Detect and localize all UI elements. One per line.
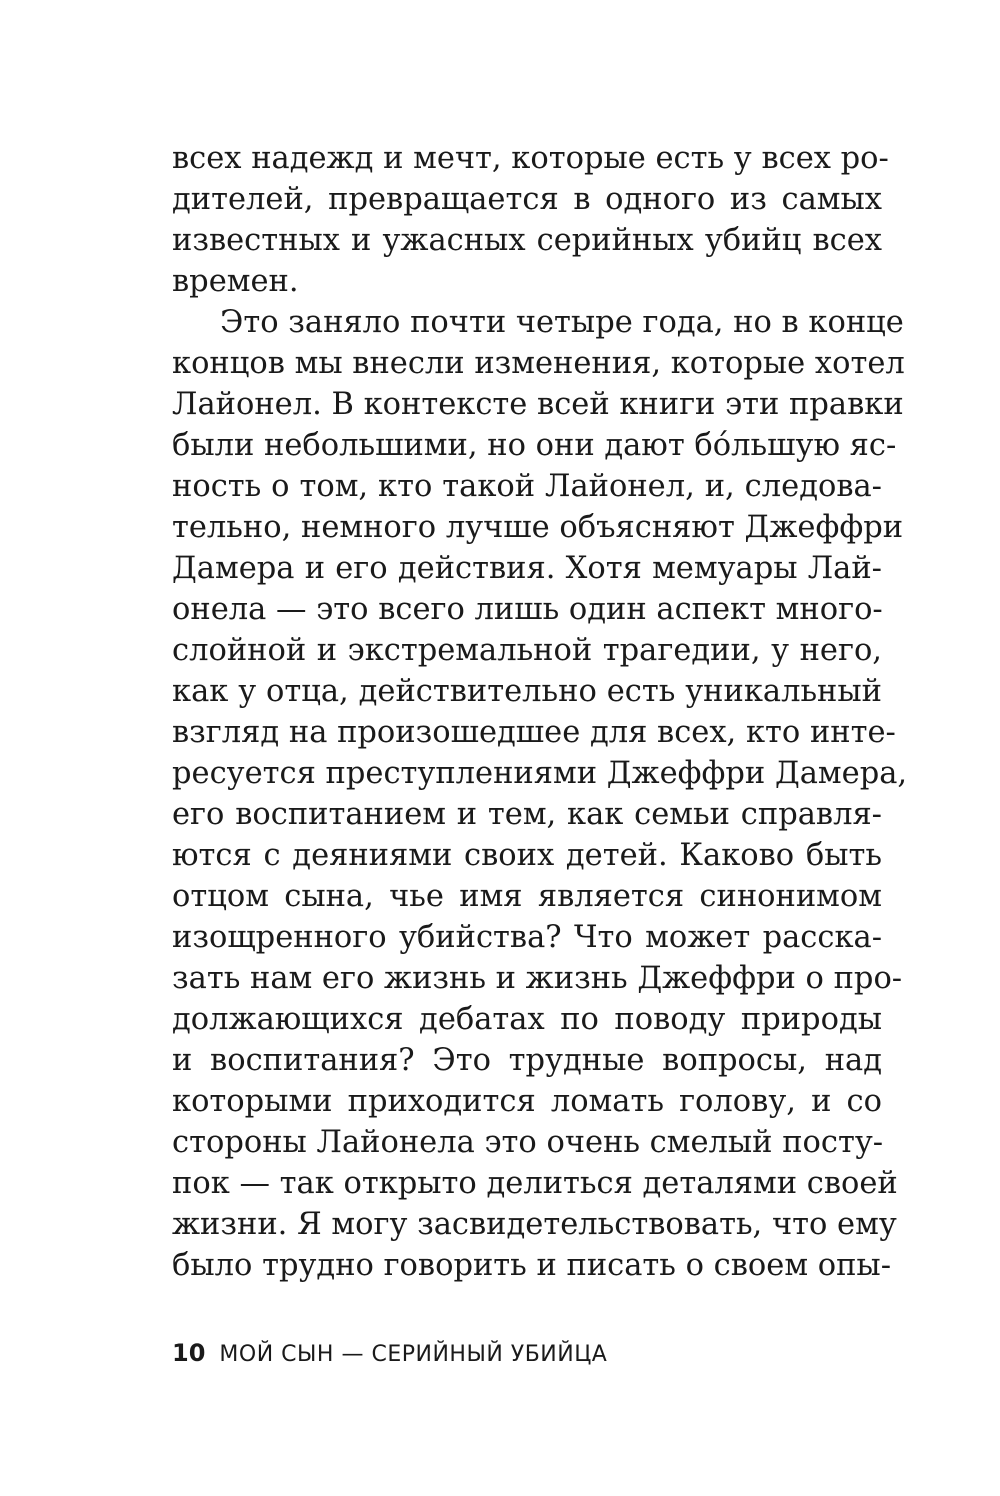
text-line: отцом сына, чье имя является синонимом bbox=[172, 879, 882, 914]
text-line: жизни. Я могу засвидетельствовать, что ему bbox=[172, 1207, 897, 1242]
text-line: дителей, превращается в одного из самых bbox=[172, 182, 882, 217]
text-line: Дамера и его действия. Хотя мемуары Лай- bbox=[172, 551, 882, 586]
text-line: взгляд на произошедшее для всех, кто инте- bbox=[172, 715, 896, 750]
text-line: и воспитания? Это трудные вопросы, над bbox=[172, 1043, 882, 1078]
page-footer bbox=[172, 1338, 607, 1370]
text-line: стороны Лайонела это очень смелый посту- bbox=[172, 1125, 884, 1160]
text-line: известных и ужасных серийных убийц всех bbox=[172, 223, 882, 258]
running-title: МОЙ СЫН — СЕРИЙНЫЙ УБИЙЦА bbox=[219, 1342, 608, 1367]
text-line: онела — это всего лишь один аспект много- bbox=[172, 592, 883, 627]
text-line: как у отца, действительно есть уникальный bbox=[172, 674, 882, 709]
page-body-text bbox=[172, 138, 908, 1286]
text-line: пок — так открыто делиться деталями своей bbox=[172, 1166, 898, 1201]
text-line: слойной и экстремальной трагедии, у него, bbox=[172, 633, 882, 668]
text-line: тельно, немного лучше объясняют Джеффри bbox=[172, 510, 904, 545]
text-line: должающихся дебатах по поводу природы bbox=[172, 1002, 882, 1037]
paragraph-first-line: Это заняло почти четыре года, но в конце bbox=[220, 305, 904, 340]
page-number: 10 bbox=[172, 1339, 206, 1367]
text-line: всех надежд и мечт, которые есть у всех ро- bbox=[172, 141, 889, 176]
text-line: ность о том, кто такой Лайонел, и, следова- bbox=[172, 469, 882, 504]
text-line: времен. bbox=[172, 264, 299, 299]
text-line: было трудно говорить и писать о своем опы- bbox=[172, 1248, 892, 1283]
text-line: которыми приходится ломать голову, и со bbox=[172, 1084, 882, 1119]
text-line: изощренного убийства? Что может расска- bbox=[172, 920, 882, 955]
text-line: концов мы внесли изменения, которые хотел bbox=[172, 346, 905, 381]
text-line: зать нам его жизнь и жизнь Джеффри о про- bbox=[172, 961, 903, 996]
text-line: ются с деяниями своих детей. Каково быть bbox=[172, 838, 882, 873]
text-line: его воспитанием и тем, как семьи справля- bbox=[172, 797, 882, 832]
text-line: были небольшими, но они дают бóльшую яс- bbox=[172, 428, 897, 463]
text-line: Лайонел. В контексте всей книги эти правки bbox=[172, 387, 904, 422]
text-line: ресуется преступлениями Джеффри Дамера, bbox=[172, 756, 908, 791]
